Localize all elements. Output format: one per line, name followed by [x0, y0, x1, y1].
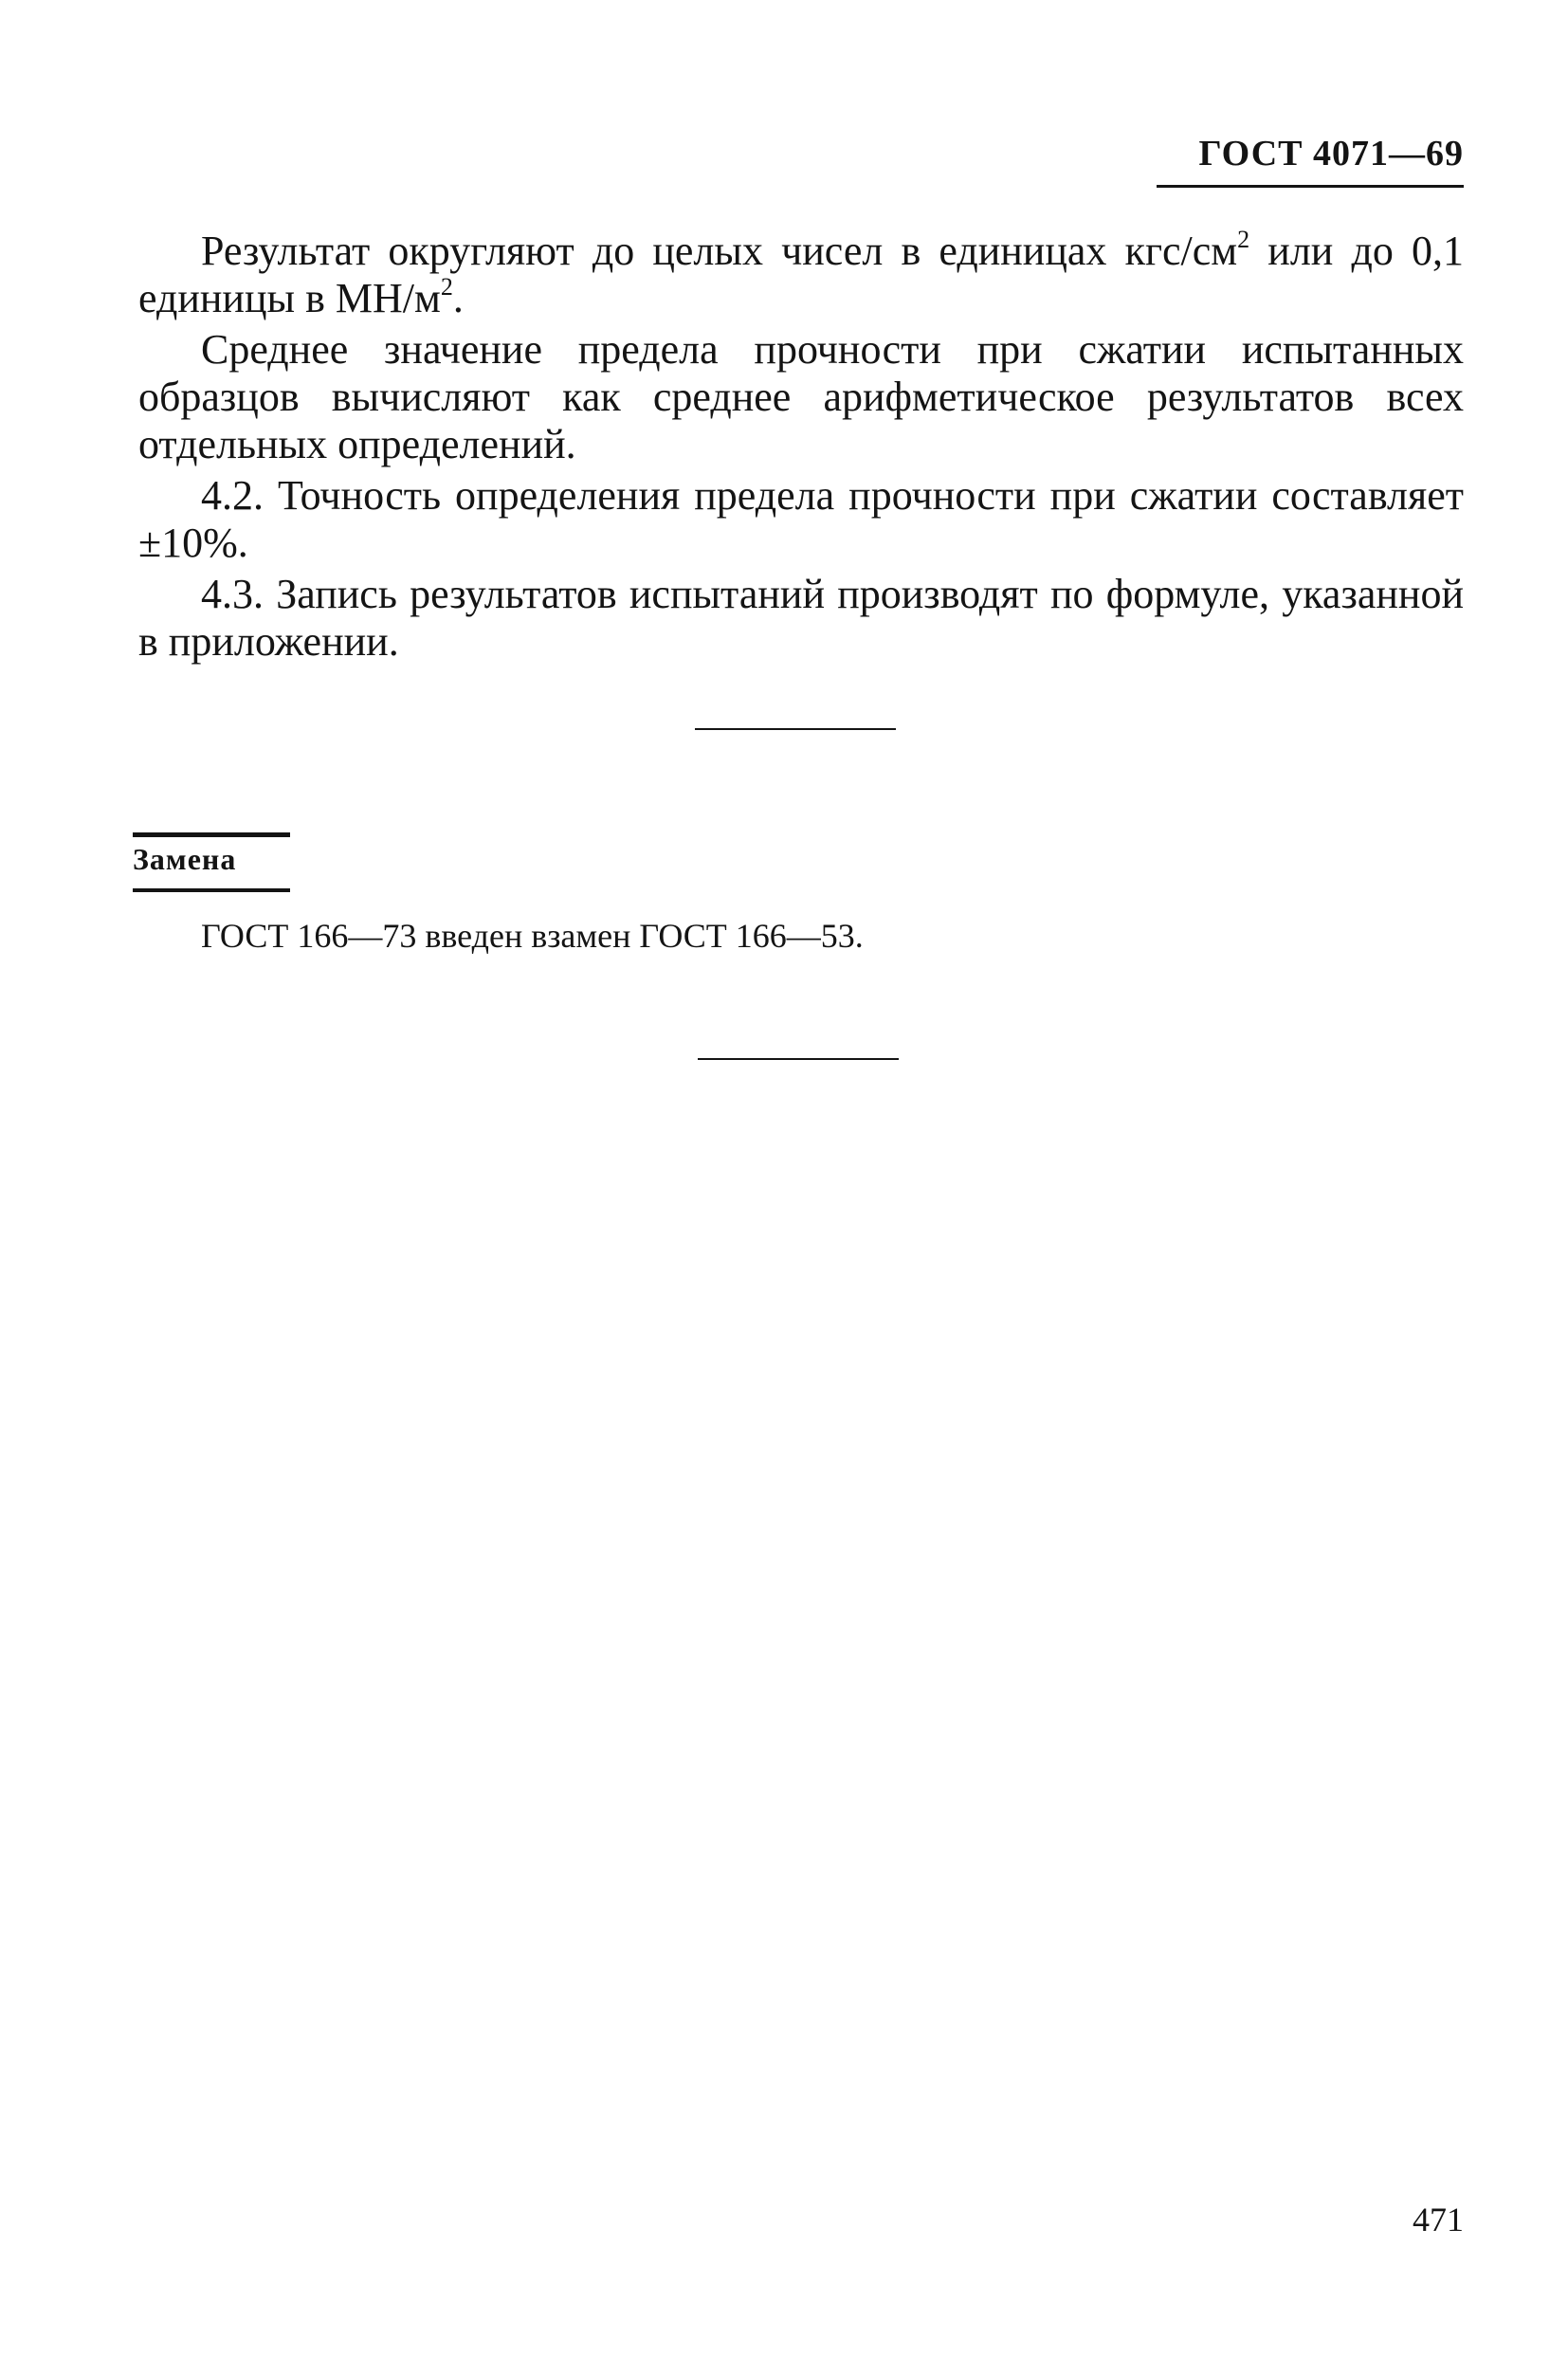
section-divider — [698, 1058, 899, 1060]
document-code: ГОСТ 4071—69 — [1198, 134, 1464, 174]
replacement-bottom-rule — [133, 888, 290, 892]
main-text — [138, 228, 1464, 669]
paragraph-rounding — [138, 228, 1464, 322]
paragraph-accuracy: 4.2. Точность определения предела прочности при сжатии составляет ±10%. — [138, 472, 1464, 566]
paragraph-rounding-text-1: Результат округляют до целых чисел в единицах кгс/см — [201, 228, 1238, 274]
paragraph-rounding-text-3: . — [452, 275, 464, 321]
section-divider — [695, 728, 896, 730]
superscript-2: 2 — [440, 273, 453, 301]
replacement-top-rule — [133, 832, 290, 837]
paragraph-rounding-text-2: или до 0,1 единицы в МН/м — [138, 228, 1464, 321]
header-underline — [1157, 185, 1464, 188]
paragraph-mean-value: Среднее значение предела прочности при сжатии испытанных образцов вычисляют как среднее арифметическое результатов всех отдельных определений. — [138, 326, 1464, 467]
replacement-title: Замена — [133, 842, 237, 876]
page-number: 471 — [1413, 2201, 1464, 2238]
paragraph-recording: 4.3. Запись результатов испытаний производят по формуле, указанной в приложении. — [138, 571, 1464, 665]
replacement-note: ГОСТ 166—73 введен взамен ГОСТ 166—53. — [201, 917, 864, 955]
superscript-2: 2 — [1237, 226, 1250, 253]
